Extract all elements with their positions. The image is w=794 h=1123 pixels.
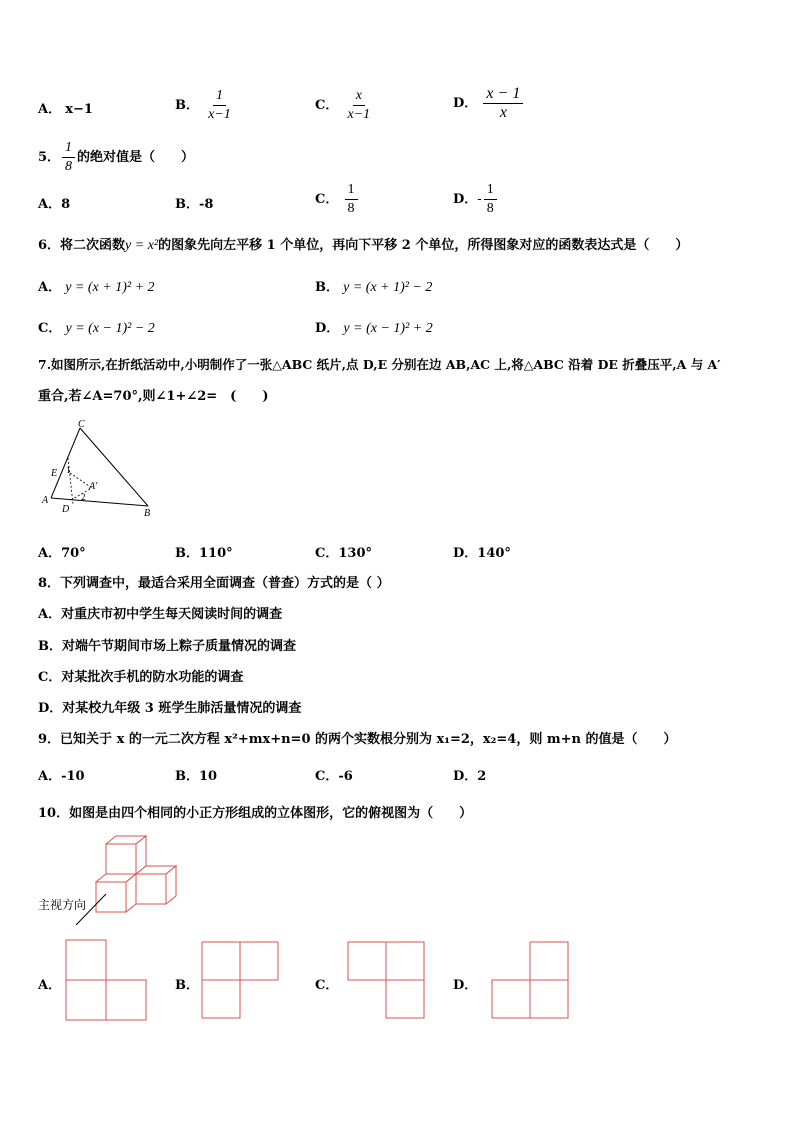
q10-option-d-label: D． — [453, 978, 478, 993]
option-expression: y = (x − 1)² − 2 — [65, 321, 155, 336]
option-label: D． — [38, 701, 63, 716]
label-b: B — [144, 508, 151, 519]
option-label: B． — [175, 769, 199, 784]
fraction — [484, 182, 497, 217]
fraction-numerator: 1 — [62, 140, 75, 158]
label-angle-1: 1 — [66, 465, 71, 475]
q4-option-a — [38, 98, 93, 117]
question-stem-text: 的绝对值是（ ） — [77, 150, 195, 165]
option-label: C． — [38, 670, 62, 685]
option-label: C． — [315, 769, 339, 784]
q6-option-c — [38, 317, 155, 337]
option-label: D． — [453, 96, 478, 111]
q6-option-a — [38, 276, 155, 296]
view-direction-label: 主视方向 — [38, 898, 87, 912]
q5-option-a — [38, 193, 70, 212]
option-label: A． — [38, 607, 62, 622]
q8-option-d — [38, 697, 301, 716]
option-text: 对某批次手机的防水功能的调查 — [61, 670, 244, 685]
option-label: D． — [453, 769, 478, 784]
q5-option-c — [315, 182, 360, 217]
label-e: E — [51, 468, 58, 479]
option-label: D． — [315, 321, 340, 336]
option-label: C． — [38, 321, 62, 336]
q7-option-d — [453, 542, 511, 561]
option-text: 140° — [477, 546, 511, 561]
q5-stem — [38, 140, 194, 175]
q4-option-c — [315, 88, 375, 123]
label-a: A — [42, 495, 49, 506]
option-text: 70° — [61, 546, 86, 561]
q10-option-c-figure — [346, 940, 426, 1020]
q8-stem: 8．下列调查中，最适合采用全面调查（普查）方式的是（ ） — [38, 576, 390, 591]
view-direction-arrow — [70, 892, 110, 928]
question-stem-pre: 6．将二次函数 — [38, 238, 126, 253]
question-number: 5． — [38, 150, 61, 165]
q10-option-b-figure — [200, 940, 280, 1020]
q8-option-a — [38, 603, 282, 622]
option-text: 对重庆市初中学生每天阅读时间的调查 — [61, 607, 283, 622]
label-c: C — [78, 419, 85, 430]
fraction — [483, 86, 523, 121]
cube-top-front — [106, 844, 136, 874]
q10-option-d-figure — [490, 940, 570, 1020]
question-stem-post: 的图象先向左平移 1 个单位，再向下平移 2 个单位，所得图象对应的函数表达式是（ ） — [158, 238, 689, 253]
option-expression: y = (x − 1)² + 2 — [343, 321, 433, 336]
q6-option-d — [315, 317, 433, 337]
option-label: B． — [38, 639, 62, 654]
option-label: A． — [38, 769, 62, 784]
q10-stem: 10．如图是由四个相同的小正方形组成的立体图形，它的俯视图为（ ） — [38, 806, 473, 821]
fraction-numerator: 1 — [484, 182, 497, 200]
fraction — [345, 88, 374, 123]
arrow-line — [76, 894, 106, 925]
q4-option-b — [175, 88, 236, 123]
q9-option-a — [38, 765, 85, 784]
option-text: 对端午节期间市场上粽子质量情况的调查 — [62, 639, 297, 654]
q6-stem — [38, 234, 688, 254]
q9-stem: 9．已知关于 x 的一元二次方程 x²+mx+n=0 的两个实数根分别为 x₁=2，x₂=4，则 m+n 的值是（ ） — [38, 732, 677, 747]
fraction-numerator: 1 — [345, 182, 358, 200]
q9-option-c — [315, 765, 353, 784]
triangle-side-cb — [80, 428, 148, 506]
q9-option-b — [175, 765, 217, 784]
q10-option-a-figure — [64, 938, 148, 1022]
option-label: C． — [315, 546, 339, 561]
option-label: A． — [38, 197, 62, 212]
fraction-numerator: x — [353, 88, 365, 106]
option-text: 对某校九年级 3 班学生肺活量情况的调查 — [62, 701, 302, 716]
option-text: -8 — [199, 197, 214, 212]
option-expression: y = (x + 1)² − 2 — [343, 280, 433, 295]
fraction-denominator: x−1 — [347, 107, 371, 122]
option-label: B． — [175, 546, 199, 561]
label-d: D — [62, 504, 70, 515]
cube-right-front — [136, 874, 166, 904]
option-text: 110° — [199, 546, 233, 561]
triangle-side-ac — [51, 428, 80, 498]
option-text: -6 — [338, 769, 353, 784]
label-a-prime: A′ — [89, 481, 98, 492]
q7-option-a — [38, 542, 86, 561]
option-label: D． — [453, 192, 478, 207]
fraction — [345, 182, 358, 217]
q7-stem-line1: 7.如图所示,在折纸活动中,小明制作了一张△ABC 纸片,点 D,E 分别在边 AB,AC 上,将△ABC 沿着 DE 折叠压平,A 与 A′ — [38, 357, 721, 372]
q5-option-b — [175, 193, 213, 212]
q7-stem-line2: 重合,若∠A=70°,则∠1+∠2= ( ) — [38, 389, 269, 404]
q8-option-c — [38, 666, 243, 685]
option-label: B． — [175, 197, 199, 212]
q6-option-b — [315, 276, 432, 296]
option-text: x−1 — [65, 102, 93, 117]
q9-option-d — [453, 765, 486, 784]
option-label: B． — [315, 280, 339, 295]
option-label: A． — [38, 546, 62, 561]
function-expression: y = x² — [125, 238, 159, 253]
option-text: 2 — [477, 769, 487, 784]
q10-option-a-label: A． — [38, 978, 62, 993]
fraction-denominator: 8 — [486, 201, 494, 216]
option-text: 8 — [61, 197, 71, 212]
fraction-numerator: x − 1 — [483, 86, 523, 104]
option-label: C． — [315, 192, 339, 207]
option-label: A． — [38, 280, 62, 295]
option-text: 10 — [199, 769, 218, 784]
option-label: C． — [315, 98, 339, 113]
fraction-numerator: 1 — [213, 88, 226, 106]
option-label: A． — [38, 102, 62, 117]
option-label: B． — [175, 98, 199, 113]
q8-option-b — [38, 635, 296, 654]
q4-option-d — [453, 86, 525, 121]
q10-option-b-label: B． — [175, 978, 199, 993]
option-expression: y = (x + 1)² + 2 — [65, 280, 155, 295]
q7-option-c — [315, 542, 372, 561]
fraction — [62, 140, 75, 175]
label-angle-2: 2 — [81, 492, 86, 502]
fraction-denominator: x — [499, 104, 507, 121]
fraction-denominator: 8 — [347, 201, 355, 216]
option-text: -10 — [61, 769, 85, 784]
option-label: D． — [453, 546, 478, 561]
fraction-denominator: x−1 — [208, 107, 231, 122]
option-text: 130° — [338, 546, 372, 561]
fraction-denominator: 8 — [65, 159, 73, 174]
q7-triangle-figure — [36, 418, 160, 520]
q7-option-b — [175, 542, 233, 561]
fraction — [205, 88, 234, 123]
q5-option-d — [453, 182, 499, 217]
q10-option-c-label: C． — [315, 978, 339, 993]
option-prefix: - — [477, 192, 482, 207]
